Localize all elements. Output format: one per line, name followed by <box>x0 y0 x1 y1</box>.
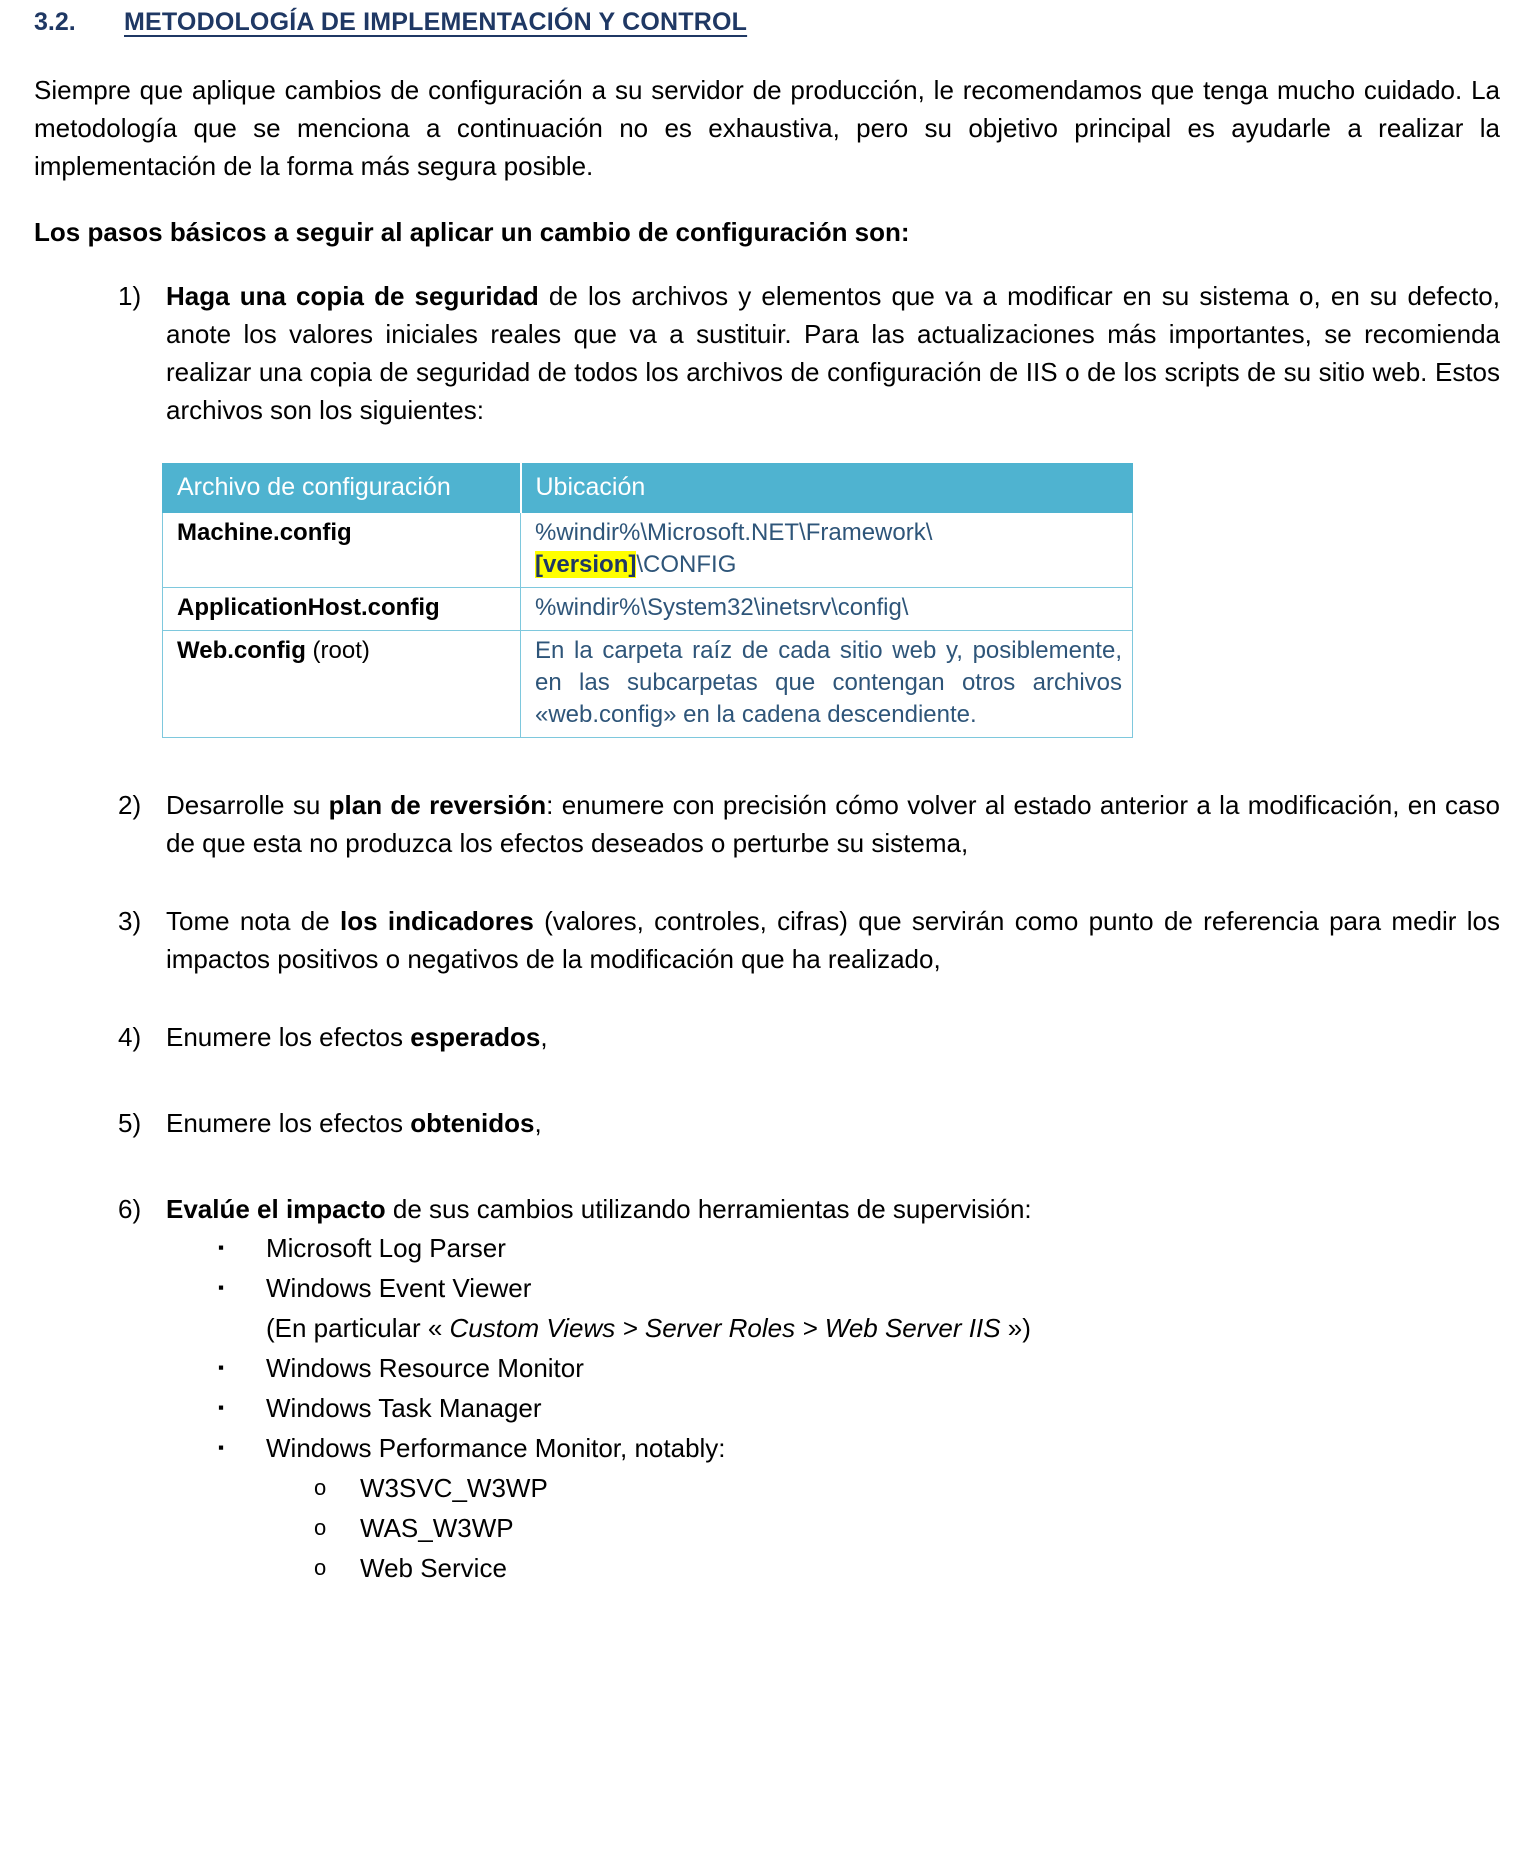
section-title: METODOLOGÍA DE IMPLEMENTACIÓN Y CONTROL <box>124 8 748 36</box>
location-prefix: %windir%\Microsoft.NET\Framework\ <box>535 519 933 546</box>
table-cell-location <box>521 631 1133 738</box>
step-text-2 <box>166 786 1500 862</box>
config-files-table-wrapper <box>162 463 1132 738</box>
square-bullet-icon: ▪ <box>218 1238 225 1257</box>
list-item <box>34 1348 1500 1388</box>
table-row <box>163 588 1133 631</box>
table-cell-location <box>521 513 1133 588</box>
step-marker-6: 6) <box>118 1194 142 1224</box>
square-bullet-icon: ▪ <box>218 1358 225 1377</box>
filename-suffix: (root) <box>305 637 370 664</box>
note-prefix: (En particular « <box>266 1313 450 1343</box>
section-number: 3.2. <box>34 8 76 36</box>
step-rest-6: de sus cambios utilizando herramientas de supervisión: <box>385 1194 1032 1224</box>
list-item <box>34 1508 1500 1548</box>
counter-label: Web Service <box>360 1553 507 1583</box>
step-text-5 <box>166 1104 1500 1142</box>
step-item-6 <box>34 1190 1500 1228</box>
monitoring-tools-list <box>34 1228 1500 1588</box>
list-item <box>34 1548 1500 1588</box>
config-files-table <box>162 463 1133 738</box>
step-pre-2: Desarrolle su <box>166 790 329 820</box>
step-pre-4: Enumere los efectos <box>166 1022 411 1052</box>
step-text-4 <box>166 1018 1500 1056</box>
location-suffix: \CONFIG <box>636 551 737 578</box>
tool-label: Windows Task Manager <box>266 1393 542 1423</box>
step-item-2 <box>34 786 1500 862</box>
square-bullet-icon: ▪ <box>218 1278 225 1297</box>
step-bold-6: Evalúe el impacto <box>166 1194 386 1224</box>
list-item <box>34 1388 1500 1428</box>
counter-label: W3SVC_W3WP <box>360 1473 548 1503</box>
circle-bullet-icon: o <box>314 1475 327 1500</box>
step-bold-1: Haga una copia de seguridad <box>166 281 539 311</box>
step-rest-3: (valores, controles, cifras) que servirán como punto de referencia para medir los impactos positivos o negativos de la modificación que ha realizado, <box>166 906 1500 974</box>
location-prefix: %windir%\System32\inetsrv\config\ <box>535 594 909 621</box>
list-item <box>34 1268 1500 1308</box>
tool-label: Windows Resource Monitor <box>266 1353 584 1383</box>
square-bullet-icon: ▪ <box>218 1438 225 1457</box>
step-bold-2: plan de reversión <box>328 790 547 820</box>
table-header-location: Ubicación <box>521 464 1133 513</box>
table-row <box>163 631 1133 738</box>
step-item-4 <box>34 1018 1500 1056</box>
filename-bold: ApplicationHost.config <box>177 594 440 621</box>
circle-bullet-icon: o <box>314 1515 327 1540</box>
step-bold-4: esperados <box>410 1022 541 1052</box>
filename-bold: Machine.config <box>177 519 352 546</box>
step-text-1 <box>166 277 1500 429</box>
table-cell-filename <box>163 513 521 588</box>
table-cell-location <box>521 588 1133 631</box>
filename-bold: Web.config <box>177 637 306 664</box>
step-marker-3: 3) <box>118 906 142 936</box>
tool-label: Microsoft Log Parser <box>266 1233 506 1263</box>
location-prefix: En la carpeta raíz de cada sitio web y, posiblemente, en las subcarpetas que contengan otros archivos «web.config» en la cadena descendiente. <box>535 637 1122 728</box>
square-bullet-icon: ▪ <box>218 1398 225 1417</box>
table-cell-filename <box>163 588 521 631</box>
step-marker-5: 5) <box>118 1108 142 1138</box>
tool-label: Windows Performance Monitor, notably: <box>266 1433 726 1463</box>
step-item-3 <box>34 902 1500 978</box>
note-path: Custom Views > Server Roles > Web Server IIS <box>449 1313 1001 1343</box>
table-header-file: Archivo de configuración <box>163 464 521 513</box>
step-marker-1: 1) <box>118 281 142 311</box>
step-rest-5: , <box>534 1108 542 1138</box>
step-pre-3: Tome nota de <box>166 906 341 936</box>
section-heading <box>34 8 1500 37</box>
step-marker-4: 4) <box>118 1022 142 1052</box>
note-suffix: ») <box>1000 1313 1031 1343</box>
step-text-3 <box>166 902 1500 978</box>
step-rest-2: : enumere con precisión cómo volver al estado anterior a la modificación, en caso de que esta no produzca los efectos deseados o perturbe su sistema, <box>166 790 1500 858</box>
step-bold-5: obtenidos <box>410 1108 535 1138</box>
counter-label: WAS_W3WP <box>360 1513 514 1543</box>
table-cell-filename <box>163 631 521 738</box>
step-rest-1: de los archivos y elementos que va a modificar en su sistema o, en su defecto, anote los valores iniciales reales que va a sustituir. Para las actualizaciones más importantes, se recomienda realizar una copia de seguridad de todos los archivos de configuración de IIS o de los scripts de su sitio web. Estos archivos son los siguientes: <box>166 281 1500 425</box>
step-pre-5: Enumere los efectos <box>166 1108 411 1138</box>
location-highlight: [version] <box>535 551 637 578</box>
circle-bullet-icon: o <box>314 1555 327 1580</box>
step-bold-3: los indicadores <box>340 906 534 936</box>
step-item-5 <box>34 1104 1500 1142</box>
step-marker-2: 2) <box>118 790 142 820</box>
step-text-6 <box>166 1190 1500 1228</box>
list-item <box>34 1228 1500 1268</box>
tool-label: Windows Event Viewer <box>266 1273 532 1303</box>
event-viewer-note <box>34 1308 1500 1348</box>
table-row <box>163 513 1133 588</box>
table-header-row <box>163 464 1133 513</box>
list-item <box>34 1428 1500 1468</box>
step-rest-4: , <box>540 1022 548 1052</box>
steps-lead-line: Los pasos básicos a seguir al aplicar un cambio de configuración son: <box>34 217 910 247</box>
intro-paragraph: Siempre que aplique cambios de configuración a su servidor de producción, le recomendamos que tenga mucho cuidado. La metodología que se menciona a continuación no es exhaustiva, pero su objetivo principal es ayudarle a realizar la implementación de la forma más segura posible. <box>34 75 1500 181</box>
step-item-1 <box>34 277 1500 429</box>
list-item <box>34 1468 1500 1508</box>
